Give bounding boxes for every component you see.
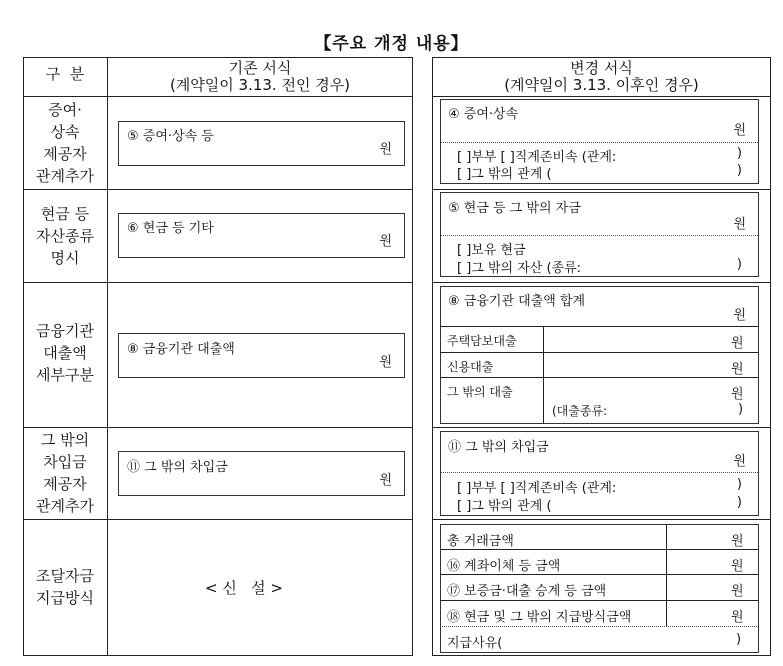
payment-deposit-label: ⑰ 보증금·대출 승계 등 금액 [447, 584, 607, 599]
payment-reason-field: 지급사유( [447, 636, 503, 651]
new-section-label: < 신 설 > [205, 579, 283, 597]
payment-transfer-label: ⑯ 계좌이체 등 금액 [447, 559, 561, 574]
category-header: 구 분 [45, 65, 85, 83]
page-title: 【주요 개정 내용】 [314, 34, 469, 54]
new-borrow-box: ⑪ 그 밖의 차입금 원 [ ]부부 [ ]직계존비속 (관계: ) [ ]그 밖의 관계 ( ) [440, 431, 759, 516]
new-gift-box: ④ 증여·상속 원 [ ]부부 [ ]직계존비속 (관계: ) [ ]그 밖의 관계 ( ) [440, 99, 759, 184]
category-loan: 금융기관 대출액 세부구분 [36, 322, 94, 384]
loan-credit-label: 신용대출 [447, 360, 494, 374]
category-borrow: 그 밖의 차입금 제공자 관계추가 [36, 431, 94, 515]
new-loan-box: ⑧ 금융기관 대출액 합계 원 [440, 286, 759, 424]
revised-form-header: 변경 서식 (계약일이 3.13. 이후인 경우) [504, 59, 699, 94]
loan-mortgage-label: 주택담보대출 [447, 334, 517, 348]
left-header-divider [23, 96, 413, 97]
old-gift-box: ⑤ 증여·상속 등 원 [118, 121, 405, 166]
category-payment: 조달자금 지급방식 [36, 567, 94, 607]
new-cash-box: ⑤ 현금 등 그 밖의 자금 원 [ ]보유 현금 [ ]그 밖의 자산 (종류: ) [440, 192, 759, 277]
payment-cash-label: ⑱ 현금 및 그 밖의 지급방식금액 [447, 610, 632, 625]
old-loan-box: ⑧ 금융기관 대출액 원 [118, 333, 405, 378]
payment-total-label: 총 거래금액 [447, 534, 514, 549]
loan-type-field: (대출종류: [552, 404, 608, 418]
loan-other-label: 그 밖의 대출 [447, 385, 513, 399]
left-table-divider [107, 57, 108, 656]
category-cash: 현금 등 자산종류 명시 [36, 205, 94, 267]
old-cash-box: ⑥ 현금 등 기타 원 [118, 213, 405, 258]
category-gift: 증여· 상속 제공자 관계추가 [36, 101, 94, 185]
existing-form-header: 기존 서식 (계약일이 3.13. 전인 경우) [169, 59, 351, 94]
old-borrow-box: ⑪ 그 밖의 차입금 원 [118, 451, 405, 496]
